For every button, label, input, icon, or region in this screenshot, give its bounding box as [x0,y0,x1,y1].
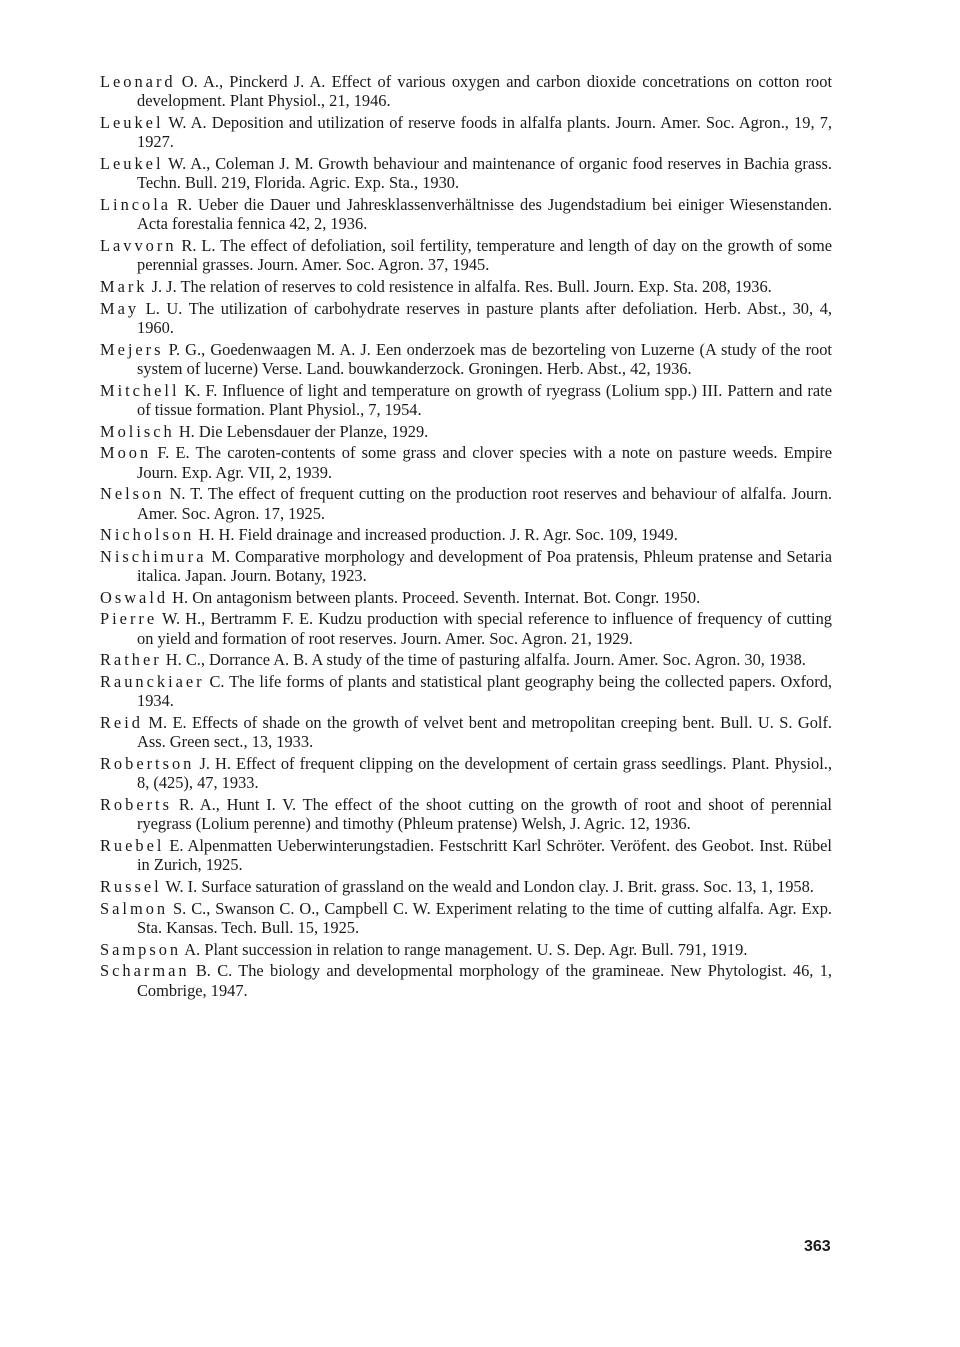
reference-item [100,484,832,523]
reference-author: Russel [100,876,162,896]
reference-text: K. F. Influence of light and temperature on growth of ryegrass (Lolium spp.) III. Pattern and rate of tissue formation. Plant Physiol., 7, 1954. [137,380,832,419]
reference-item [100,795,832,834]
reference-author: Leukel [100,154,164,173]
reference-author: Ruebel [100,835,165,855]
reference-text: N. T. The effect of frequent cutting on the production root reserves and behaviour of alfalfa. Journ. Amer. Soc. Agron. 17, 1925. [137,484,832,523]
reference-item [100,299,832,338]
reference-text: W. I. Surface saturation of grassland on the weald and London clay. J. Brit. grass. Soc. 13, 1, 1958. [161,876,814,896]
reference-text: J. H. Effect of frequent clipping on the development of certain grass seedlings. Plant. Physiol., 8, (425), 47, 1933. [137,753,832,793]
reference-item [100,547,832,586]
reference-item [100,836,832,875]
reference-text: L. U. The utilization of carbohydrate reserves in pasture plants after defoliation. Herb. Abst., 30, 4, 1960. [137,298,832,337]
reference-text: O. A., Pinckerd J. A. Effect of various oxygen and carbon dioxide concetrations on cotton root development. Plant Physiol., 21, 1946. [137,72,832,111]
reference-author: Raunckiaer [100,671,205,691]
reference-text: J. J. The relation of reserves to cold resistence in alfalfa. Res. Bull. Journ. Exp. Sta. 208, 1936. [147,277,772,296]
reference-item [100,877,832,896]
reference-author: Lavvorn [100,236,177,255]
reference-text: W. A., Coleman J. M. Growth behaviour and maintenance of organic food reserves in Bachia grass. Techn. Bull. 219, Florida. Agric. Exp. Sta., 1930. [137,154,832,193]
reference-text: P. G., Goedenwaagen M. A. J. Een onderzoek mas de bezorteling von Luzerne (A study of the root system of lucerne) Verse. Land. bouwkanderzock. Groningen. Herb. Abst., 42, 1936. [137,339,832,378]
reference-item [100,277,832,296]
reference-author: Sampson [100,939,182,959]
reference-item [100,588,832,607]
reference-item [100,672,832,711]
reference-item [100,195,832,234]
reference-item [100,381,832,420]
reference-author: Scharman [100,961,190,981]
reference-text: R. L. The effect of defoliation, soil fertility, temperature and length of day on the growth of some perennial grasses. Journ. Amer. Soc. Agron. 37, 1945. [137,236,832,275]
reference-text: F. E. The caroten-contents of some grass and clover species with a note on pasture weeds. Empire Journ. Exp. Agr. VII, 2, 1939. [137,443,832,482]
reference-text: E. Alpenmatten Ueberwinterungstadien. Festschritt Karl Schröter. Veröfent. des Geobot. Inst. Rübel in Zurich, 1925. [137,835,832,875]
reference-author: Nelson [100,484,165,504]
reference-author: Moon [100,443,152,463]
reference-text: H. On antagonism between plants. Proceed. Seventh. Internat. Bot. Congr. 1950. [168,587,701,607]
reference-item [100,422,832,441]
reference-text: W. A. Deposition and utilization of reserve foods in alfalfa plants. Journ. Amer. Soc. Agron., 19, 7, 1927. [137,113,832,152]
reference-item [100,650,832,669]
reference-author: Robertson [100,753,195,773]
reference-text: R. Ueber die Dauer und Jahresklassenverhältnisse des Jugendstadium bei einiger Wiesenstanden. Acta forestalia fennica 42, 2, 1936. [137,195,832,234]
reference-text: A. Plant succession in relation to range management. U. S. Dep. Agr. Bull. 791, 1919. [181,939,748,959]
reference-author: Leonard [100,72,176,91]
reference-item [100,525,832,544]
reference-author: Reid [100,712,143,732]
reference-item [100,609,832,648]
reference-item [100,113,832,152]
reference-text: H. Die Lebensdauer der Planze, 1929. [174,421,429,441]
reference-text: W. H., Bertramm F. E. Kudzu production with special reference to influence of frequency of cutting on yield and formation of root reserves. Journ. Amer. Soc. Agron. 21, 1929. [137,609,832,648]
reference-item [100,72,832,111]
reference-author: Mejers [100,339,164,359]
page-number: 363 [804,1238,831,1255]
reference-item [100,713,832,752]
reference-author: Nischimura [100,546,207,566]
reference-author: Nicholson [100,525,195,545]
reference-item [100,443,832,482]
reference-author: Molisch [100,421,175,441]
reference-author: Roberts [100,794,172,814]
reference-text: H. H. Field drainage and increased production. J. R. Agr. Soc. 109, 1949. [194,525,678,545]
reference-text: C. The life forms of plants and statistical plant geography being the collected papers. Oxford, 1934. [137,671,832,711]
reference-text: H. C., Dorrance A. B. A study of the time of pasturing alfalfa. Journ. Amer. Soc. Agron. 30, 1938. [161,650,806,670]
reference-item [100,754,832,793]
reference-author: Salmon [100,898,169,918]
reference-author: Mitchell [100,380,180,400]
reference-text: M. Comparative morphology and development of Poa pratensis, Phleum pratense and Setaria italica. Japan. Journ. Botany, 1923. [137,546,832,586]
reference-author: Leukel [100,113,164,132]
reference-item [100,961,832,1000]
reference-author: May [100,298,140,318]
reference-text: S. C., Swanson C. O., Campbell C. W. Experiment relating to the time of cutting alfalfa. Agr. Exp. Sta. Kansas. Tech. Bull. 15, 1925. [137,898,832,937]
reference-text: B. C. The biology and developmental morphology of the gramineae. New Phytologist. 46, 1, Combrige, 1947. [137,961,832,1000]
reference-text: M. E. Effects of shade on the growth of velvet bent and metropolitan creeping bent. Bull. U. S. Golf. Ass. Green sect., 13, 1933. [137,712,832,752]
reference-text: R. A., Hunt I. V. The effect of the shoot cutting on the growth of root and shoot of perennial ryegrass (Lolium perenne) and timothy (Phleum pratense) Welsh, J. Agric. 12, 1936. [137,794,832,834]
reference-author: Oswald [100,587,169,607]
reference-item [100,899,832,938]
reference-item [100,154,832,193]
reference-item [100,236,832,275]
reference-item [100,940,832,959]
reference-author: Rather [100,650,162,670]
reference-author: Mark [100,277,148,296]
reference-item [100,340,832,379]
reference-author: Pierre [100,609,158,629]
reference-list [100,72,832,1002]
reference-author: Lincola [100,195,172,214]
